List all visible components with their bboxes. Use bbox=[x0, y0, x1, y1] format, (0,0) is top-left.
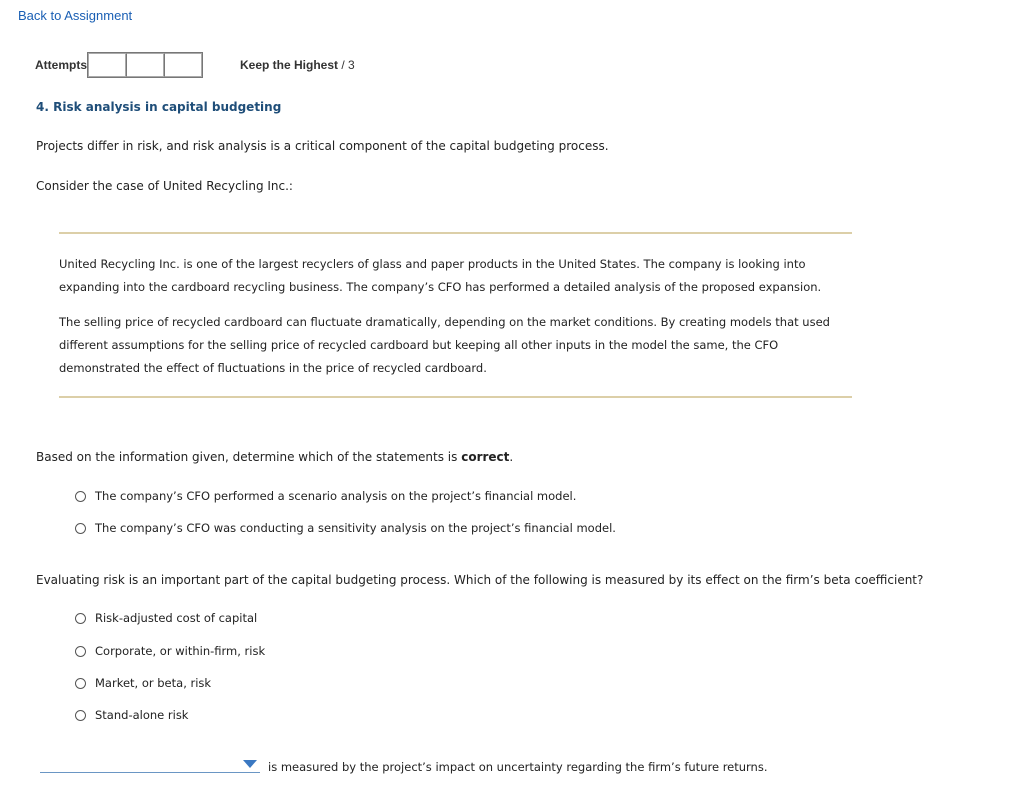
case-top-rule bbox=[59, 232, 852, 234]
back-to-assignment-link[interactable]: Back to Assignment bbox=[18, 8, 133, 23]
part2-option-risk-adjusted[interactable] bbox=[75, 611, 257, 625]
radio-button[interactable] bbox=[75, 613, 86, 624]
case-paragraph-1: United Recycling Inc. is one of the largest recyclers of glass and paper products in the United States. The company is looking into expanding into the cardboard recycling business. The company’s CFO has performed a detailed analysis of the proposed expansion. bbox=[59, 257, 822, 294]
option-label: The company’s CFO performed a scenario analysis on the project’s financial model. bbox=[95, 489, 577, 503]
attempt-box-1 bbox=[88, 53, 126, 77]
attempt-boxes bbox=[87, 52, 203, 78]
radio-button[interactable] bbox=[75, 523, 86, 534]
keep-highest-bold: Keep the Highest bbox=[240, 58, 339, 72]
radio-button[interactable] bbox=[75, 646, 86, 657]
part2-option-corporate[interactable] bbox=[75, 644, 265, 658]
radio-button[interactable] bbox=[75, 491, 86, 502]
attempts-label: Attempts bbox=[35, 58, 88, 72]
part3-dropdown[interactable] bbox=[40, 758, 260, 773]
radio-button[interactable] bbox=[75, 678, 86, 689]
option-label: Stand-alone risk bbox=[95, 708, 189, 722]
part1-prompt-bold: correct bbox=[461, 450, 510, 464]
keep-highest-label bbox=[240, 58, 355, 72]
part1-prompt-text: Based on the information given, determine which of the statements is bbox=[36, 450, 462, 464]
keep-highest-suffix: / 3 bbox=[338, 58, 355, 72]
part1-prompt bbox=[36, 450, 513, 464]
case-intro: Consider the case of United Recycling Inc.: bbox=[36, 179, 293, 193]
part3-statement: is measured by the project’s impact on uncertainty regarding the firm’s future returns. bbox=[268, 760, 768, 774]
option-label: Risk-adjusted cost of capital bbox=[95, 611, 258, 625]
dropdown-arrow-icon[interactable] bbox=[243, 760, 257, 768]
part1-prompt-end: . bbox=[509, 450, 514, 464]
option-label: Corporate, or within-firm, risk bbox=[95, 644, 266, 658]
option-label: Market, or beta, risk bbox=[95, 676, 212, 690]
part2-option-market[interactable] bbox=[75, 676, 211, 690]
part1-option-scenario[interactable] bbox=[75, 489, 576, 503]
question-title: 4. Risk analysis in capital budgeting bbox=[36, 100, 282, 114]
radio-button[interactable] bbox=[75, 710, 86, 721]
question-intro: Projects differ in risk, and risk analysis is a critical component of the capital budgeting process. bbox=[36, 139, 609, 153]
attempt-box-3 bbox=[164, 53, 202, 77]
part2-prompt: Evaluating risk is an important part of the capital budgeting process. Which of the following is measured by its effect on the firm’s beta coefficient? bbox=[36, 573, 924, 587]
part1-option-sensitivity[interactable] bbox=[75, 521, 616, 535]
part2-option-stand-alone[interactable] bbox=[75, 708, 188, 722]
attempt-box-2 bbox=[126, 53, 164, 77]
case-paragraph-2: The selling price of recycled cardboard can fluctuate dramatically, depending on the market conditions. By creating models that used different assumptions for the selling price of recycled cardboard but keeping all other inputs in the model the same, the CFO demonstrated the effect of fluctuations in the price of recycled cardboard. bbox=[59, 315, 830, 375]
case-bottom-rule bbox=[59, 396, 852, 398]
option-label: The company’s CFO was conducting a sensitivity analysis on the project’s financial model. bbox=[95, 521, 616, 535]
